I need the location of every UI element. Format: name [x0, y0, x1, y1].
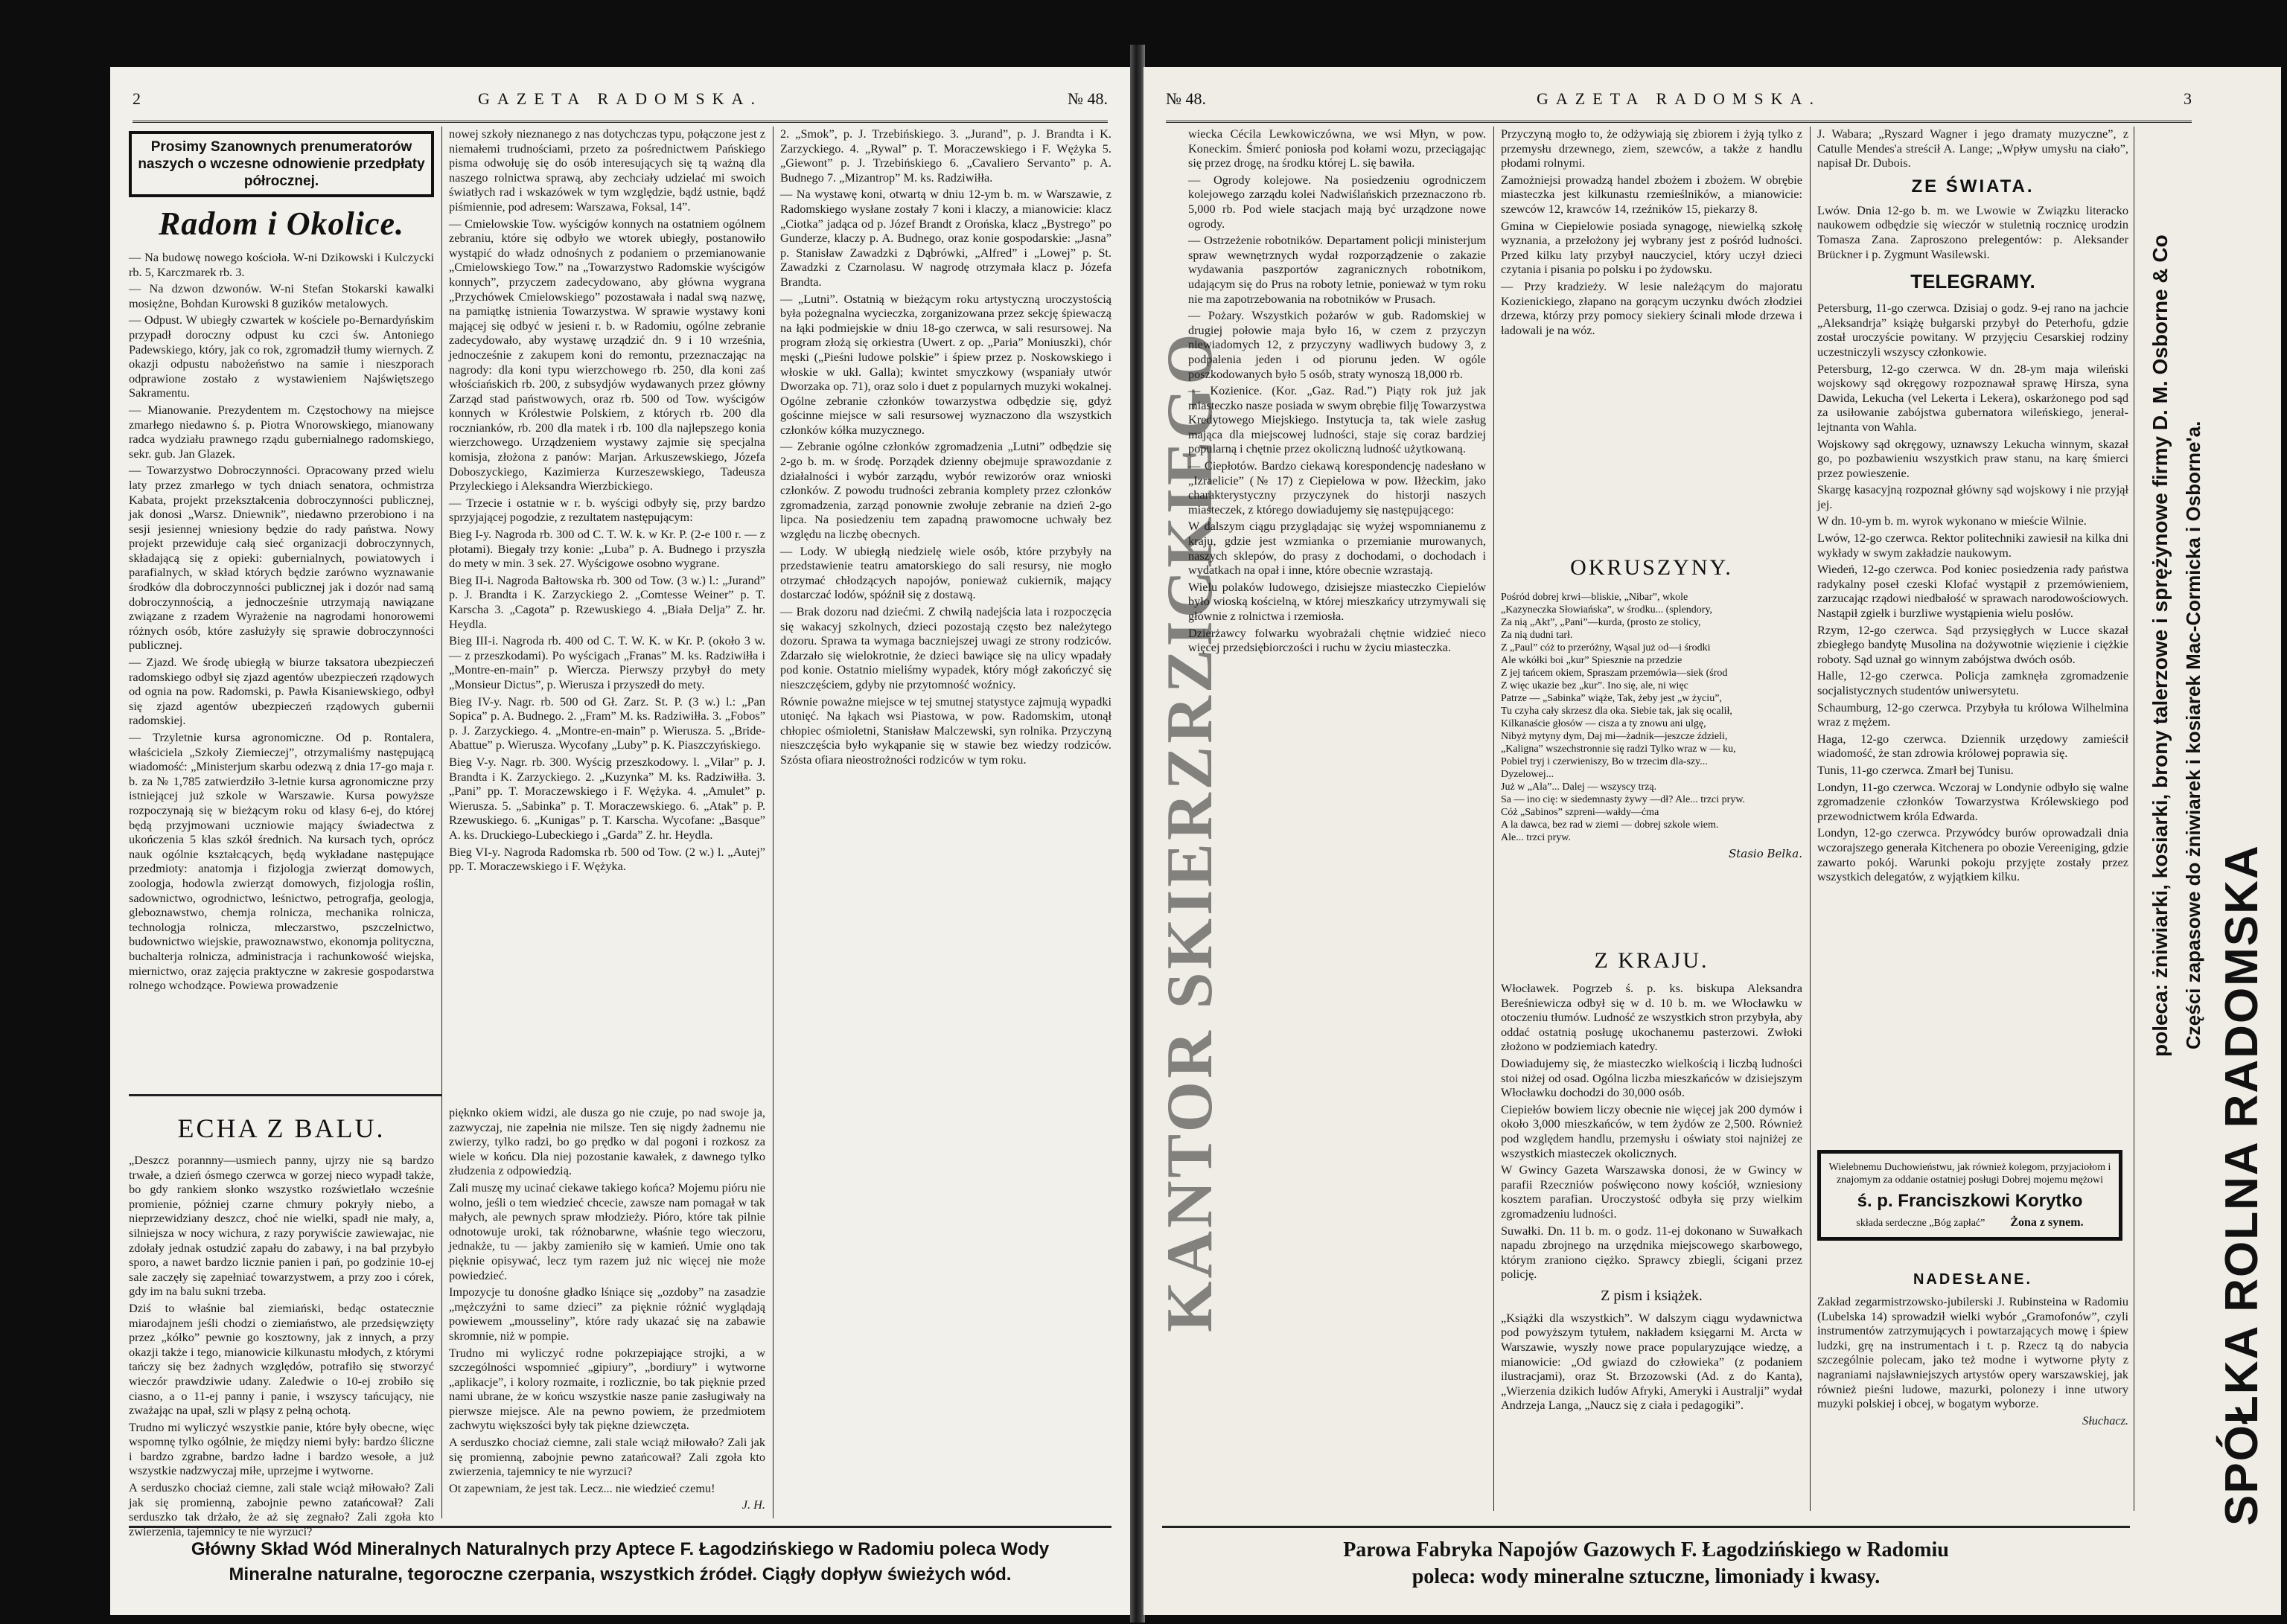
article-paragraph: Bieg V-y. Nagr. rb. 300. Wyścig przeszkodowy. l. „Vilar” p. J. Brandta i K. Zarzyckiego. 2. „Kuzynka” M. ks. Radziwiłła. 3. „Pani” pp. T. Moraczewskiego i F. Wężyka. 4. „Amulet” p. Wierusza. 5. „Sabinka” p. T. Moraczewskiego. 6. „Atak” p. P. Rzewuskiego. 6. „Kunigas” p. T. Karscha. Wycofane: „Basque” A. ks. Druckiego-Lubeckiego i „Garda” Z. hr. Heydla. [449, 754, 765, 842]
kraj-paragraph: Ciepiełów bowiem liczy obecnie nie więcej jak 200 dymów i około 3,000 mieszkańców, w tem żydów ze 2,500. Również pod względem handlu, przemysłu i oświaty stoi najniżej ze wszystkich miasteczek okolicznych. [1501, 1102, 1802, 1160]
poem-line: Ale wkółki boi „kur” Spiesznie na przedzie [1501, 655, 1682, 666]
mineral-water-ad-line1: Główny Skład Wód Mineralnych Naturalnych przy Aptece F. Łagodzińskiego w Radomiu poleca Wody [191, 1539, 1050, 1559]
article-paragraph: Dzierżawcy folwarku wyobrażali chętnie widzieć nieco więcej przedsiębiorczości i ruchu w życiu miasteczka. [1188, 625, 1486, 655]
article-paragraph: — Pożary. Wszystkich pożarów w gub. Radomskiej w drugiej połowie maja było 16, w czem z przyczyn niewiadomych 12, z przyczyny wadliwych budowy 3, z podpalenia jeden i od piorunu jeden. W ogóle poszkodowanych było 5 osób, straty wynoszą 18,000 rb. [1188, 308, 1486, 381]
thanks-signature: Żona z synem. [2010, 1216, 2084, 1229]
left-column-3 [780, 127, 1111, 1518]
nadeslane-signature: Słuchacz. [2082, 1413, 2128, 1428]
poem-line: „Kaligna” wszechstronnie się radzi Tylko wraz w — ku, [1501, 744, 1736, 755]
article-paragraph: — Trzyletnie kursa agronomiczne. Od p. Rontalera, właściciela „Szkoły Ziemieczej”, otrzymaliśmy następującą wiadomość: „Ministerjum skarbu odezwą z dnia 17-go maja r. b. za № 1,785 zatwierdziło 3-letnie kursa agronomiczne przy istniejącej już szkole w Warszawie. Kursa powyższe rozpoczynają się w bieżącym roku od klasy 6-ej, do której będą przyjmowani uczniowie mający świadectwa z ukończenia 5 klas szkół średnich. Na kursach tych, oprócz nauk ogólnie kształcących, będą wykładane następujące przedmioty: anatomja i fizjologja zwierząt domowych, zoologja, hodowla zwierząt domowych, fizjologja roślin, sadownictwo, ogrodnictwo, leśnictwo, petrografja, geologja, gleboznawstwo, chemja rolnicza, mechanika rolnicza, technologja rolnicza, mleczarstwo, pszczelnictwo, budownictwo wiejskie, prawoznawstwo, ekonomja polityczna, buchalterja rolnicza, administracja i rachunkowość wiejska, miernictwo, oraz zajęcia praktyczne w zakresie gospodarstwa rolnego wchodzące. Powiewa prowadzenie [129, 730, 434, 993]
telegram-paragraph: Halle, 12-go czerwca. Policja zamknęła zgromadzenie socjalistycznych studentów uniwersytetu. [1817, 668, 2128, 697]
soda-factory-ad [1158, 1537, 2134, 1591]
article-paragraph: Bieg I-y. Nagroda rb. 300 od C. T. W. k. w Kr. P. (2-e 100 r. — z płotami). Biegały trzy konie: „Luba” p. A. Budnego i przyszła do mety w min. 3 sek. 27. Wyścigowe osobno wygrane. [449, 527, 765, 571]
article-paragraph: J. Wabara; „Ryszard Wagner i jego dramaty muzyczne”, z Catulle Mendes'a streścił A. Lange; „Wpływ umysłu na ciało”, napisał Dr. Dubois. [1817, 127, 2128, 170]
nadeslane-block [1817, 1265, 2128, 1518]
article-paragraph: — Towarzystwo Dobroczynności. Opracowany przed wielu laty przez zmarłego w tych dniach senatora, ochmistrza Kabata, projekt przekształcenia dobroczynności publicznej, jak donosi „Warsz. Dniewnik”, niedawno przerobiono i na sesji jesiennej wniesiony będzie do rady państwa. Nowy projekt przewiduje całą sieć organizacji dobroczynnych, składającą się z opieki: gubernialnych, powiatowych i parafialnych, w skład których będzie zarówno wyznawanie środków dla dobroczynności publicznej jak i dozór nad samą dobroczynnością, a jednocześnie utrzymają nawiązane związane z rzadem Wyrażenie na nagrodami honorowemi różnych osób, które zasłużyły się sprawie dobroczynności publicznej. [129, 463, 434, 653]
left-column-1 [129, 127, 434, 1090]
poem-author: Stasio Belka. [1728, 847, 1802, 860]
poem-block [1501, 551, 1802, 938]
swiata-paragraph: Lwów. Dnia 12-go b. m. we Lwowie w Związku literacko naukowem odbędzie się wieczór w stuletnią rocznicę urodzin Tomasza Zana. Zaproszono prelegentów: p. Aleksander Brückner i p. Zygmunt Wasilewski. [1817, 202, 2128, 261]
poem-line: Pośród dobrej krwi—bliskie, „Nibar”, wkole [1501, 592, 1688, 603]
left-page [110, 67, 1130, 1615]
poem-line: Z „Paul” cóż to przeróżny, Wąsal już od—i środki [1501, 642, 1711, 653]
kraj-block [1501, 945, 1802, 1518]
echa-column-1 [129, 1105, 434, 1538]
telegrams-title: TELEGRAMY. [1910, 270, 2035, 293]
echa-title: ECHA Z BALU. [177, 1113, 386, 1143]
echa-paragraph: pięknko okiem widzi, ale dusza go nie czuje, po nad swoje ja, zazwyczaj, nie zapełnia nie milsze. Ten się nigdy żadnemu nie zwierzy, tylko radzi, bo go prędko w dal pogoni i rozkosz za wiele w końcu. Dla niej pozostanie kawałek, z dawnego tylko złudzenia z odpowiedzią. [449, 1105, 765, 1178]
article-paragraph: — Na dzwon dzwonów. W-ni Stefan Stokarski kawalki mosiężne, Bohdan Kurowski 8 guzików metalowych. [129, 281, 434, 310]
echa-rule [129, 1094, 441, 1096]
soda-factory-ad-line2: poleca: wody mineralne sztuczne, limoniady i kwasy. [1412, 1565, 1881, 1588]
poem-lines [1501, 591, 1802, 844]
column-rule [773, 1105, 774, 1518]
telegram-paragraph: Wiedeń, 12-go czerwca. Pod koniec posiedzenia rady państwa radykalny poseł czeski Klofać wystąpił z przemówieniem, zarzucając rządowi niedbałość w sprawach narodowościowych. Nastąpił zgiełk i burzliwe wystąpienia wielu posłów. [1817, 562, 2128, 621]
books-title: Z pism i książek. [1601, 1287, 1703, 1304]
right-page-number: 3 [2184, 89, 2192, 108]
kraj-paragraph: W Gwincy Gazeta Warszawska donosi, że w Gwincy w parafii Rzeczniów poświęcono nowy kościół, wzniesiony kosztem parafian. Uroczystość odbyła się przy wielkim zgromadzeniu ludności. [1501, 1163, 1802, 1221]
poem-line: Z jej tańcem okiem, Spraszam przemówia—siek (środ [1501, 668, 1728, 679]
left-page-number: 2 [133, 89, 141, 108]
article-paragraph: — Przy kradzieży. W lesie należącym do majoratu Kozienickiego, złapano na gorącym uczynku dwóch złodziei drzewa, którzy przy pomocy siekiery ścinali młode drzewa i ładowali je na wóz. [1501, 278, 1802, 337]
article-paragraph: nowej szkoły nieznanego z nas dotychczas typu, połączone jest z niemałemi trudnościami, przeto za pośrednictwem Pańskiego pisma odwołuję się do osób interesujących się tą ważną dla naszego rolnictwa sprawą, aby zechciały udzielać mi swoich światłych rad i wskazówek w tym względzie, bądź ustnie, bądź piśmiennie, pod adresem: Warszawa, Foksal, 14”. [449, 127, 765, 214]
article-paragraph: Bieg VI-y. Nagroda Radomska rb. 500 od Tow. (2 w.) l. „Autej” pp. T. Moraczewskiego i F. Wężyka. [449, 844, 765, 874]
echa-paragraph: Dziś to właśnie bal ziemiański, bedąc ostatecznie miarodajnem jeśli chodzi o ziemiaństwo, ale przedsięwzięty przez „kółko” pewnie go kosztowny, jak z innych, a przy okazji także i tego, mianowicie kilkunastu młodych, z którymi tańczy się bez żadnych względów, potrafiło się stworzyć wieczór prawdziwie udany. Zaledwie o 10-ej zrobiło się ciasno, a o 11-ej panny i panie, i wszyscy tańcujący, nie zważając na upał, szli w pląsy z pełną ochotą. [129, 1300, 434, 1418]
left-page-header [133, 83, 1108, 123]
kraj-paragraph: Suwałki. Dn. 11 b. m. o godz. 11-ej dokonano w Suwałkach napadu zbrojnego na urzędnika miejscowego skarbowego, którym zraniono ciężko. Sprawcy zbiegli, ścigani przez policję. [1501, 1223, 1802, 1282]
echa-paragraph: Trudno mi wyliczyć wszystkie panie, które były obecne, więc wspomnę tylko ogólnie, że między niemi były: bardzo śliczne i bardzo zgrabne, bardzo ładne i bardzo wesołe, a już wszystkie nadzwyczaj miłe, uprzejme i wytworne. [129, 1419, 434, 1478]
article-paragraph: — Odpust. W ubiegły czwartek w kościele po-Bernardyńskim przypadł doroczny odpust ku czci św. Antoniego Padewskiego, który, jak co rok, zgromadził tłumy wiernych. Z okazji odpustu nabożeństwo na samie i nieszporach odprawione zostało z wystawieniem Najświętszego Sakramentu. [129, 313, 434, 400]
poem-line: „Kazyneczka Słowiańska”, w środku... (splendory, [1501, 604, 1713, 616]
article-paragraph: Zamożniejsi prowadzą handel zbożem i zbożem. W obrębie miasteczka jest kilkunastu rzemieślników, a mianowicie: szewców 12, krawców 14, rzeźników 15, piekarzy 8. [1501, 172, 1802, 216]
poem-line: Nibyż mytyny dym, Daj mi—żadnik—jeszcze ździeli, [1501, 731, 1728, 742]
poem-line: Kilkanaście głosów — cisza a ty znowu ani ulgę, [1501, 718, 1706, 729]
kraj-paragraph: Dowiadujemy się, że miasteczko wielkością i liczbą ludności stoi niżej od osad. Ogólna liczba mieszkańców w dzisiejszym Włocławku dochodzi do 30,000 osób. [1501, 1055, 1802, 1100]
echa-paragraph: Impozycje tu donośne gładko lśniące się „ozdoby” na zasadzie „mężczyźni to same dzieci” za pięknie różnić wyglądają powiewem „mousseliny”, które rady ukazać się na zabawie skromnie, niż w pompie. [449, 1285, 765, 1343]
article-paragraph: W dalszym ciągu przyglądając się wyżej wspomnianemu z kraju, gdzie jest wzmianka o przemianie murowanych, naszych sklepów, do prasy z dochodami, o dochodach i wydatkach na opał i inne, które obecnie wzrastają. [1188, 519, 1486, 578]
poem-title: OKRUSZYNY. [1570, 555, 1733, 580]
telegram-paragraph: W dn. 10-ym b. m. wyrok wykonano w mieście Wilnie. [1817, 514, 2087, 528]
swiata-title: ZE ŚWIATA. [1911, 176, 2035, 196]
right-header-title: GAZETA RADOMSKA. [1537, 89, 1821, 108]
poem-line: Za nią dudni tarł. [1501, 630, 1573, 641]
article-paragraph: — Na wystawę koni, otwartą w dniu 12-ym b. m. w Warszawie, z Radomskiego wysłane zostały 7 koni i klaczy, a mianowicie: klacz „Ciotka” jadąca od p. Józef Brandt z Orońska, klacz „Bystrego” po Gunderze, klaczy p. A. Budnego, oraz konie gospodarskie: „Jasna” p. Stanisław Zawadzki z Dąbrówki, „Alfred” i „Lowej” p. St. Zawadzki z Czarnolasu. W nagrodę otrzymała klacz p. Józefa Brandta. [780, 187, 1111, 289]
thanks-box-wrap [1817, 1150, 2122, 1254]
vertical-ad-line1: poleca: żniwiarki, kosiarki, brony talerzowe i sprężynowe firmy D. M. Osborne & Co [2149, 234, 2172, 1057]
telegram-paragraph: Londyn, 12-go czerwca. Przywódcy burów oprowadzali dnia wczorajszego generała Kitchenera po obozie Vereeniging, gdzie zawarto pokój. Warunki pokoju przyjęte zostały przez wszystkich delegatów, z wyjątkiem kilku. [1817, 825, 2128, 884]
article-paragraph: Równie poważne miejsce w tej smutnej statystyce zajmują wypadki utonięć. Na łąkach wsi Piastowa, w pow. Radomskim, utonął chłopiec ośmioletni, Stanisław Malczewski, syn rolnika. Przyczyną nieszczęścia było wykąpanie się w stawie bez wiedzy rodziców. Szósta ofiara nieostrożności rodziców w tym roku. [780, 694, 1111, 767]
article-paragraph: — Trzecie i ostatnie w r. b. wyścigi odbyły się, przy bardzo sprzyjającej pogodzie, z rezultatem następującym: [449, 495, 765, 525]
column-rule [441, 1105, 442, 1518]
right-column-2 [1501, 127, 1802, 543]
poem-line: Z więc ukazie bez „kur”. Ino się, ale, ni więc [1501, 680, 1688, 691]
left-issue-number: № 48. [1068, 89, 1108, 108]
poem-line: Za nią „Akt”, „Pani”—kurda, (prosto ze stolicy, [1501, 617, 1701, 628]
poem-line: Ale... trzci pryw. [1501, 832, 1571, 843]
telegram-paragraph: Schaumburg, 12-go czerwca. Przybyła tu królowa Wilhelmina wraz z mężem. [1817, 700, 2128, 729]
article-paragraph: Bieg III-i. Nagroda rb. 400 od C. T. W. K. w Kr. P. (około 3 w. — z przeszkodami). Po wyścigach „Franas” M. ks. Radziwiłła i „Montre-en-main” p. Wiercza. Pierwszy przybył do mety „Monsieur Dictus”, p. Wierusza i przyszedł do mety. [449, 633, 765, 691]
poem-line: Cóż „Sabinos” szpreni—wałdy—ćma [1501, 807, 1659, 818]
vertical-ad-line2: Części zapasowe do żniwiarek i kosiarek Mac-Cormicka i Osborne'a. [2182, 421, 2204, 1049]
article-paragraph: — Mianowanie. Prezydentem m. Częstochowy na miejsce zmarłego niedawno ś. p. Piotra Wnorowskiego, mianowany radca wydziału prawnego rządu gubernialnego radomskiego, sekr. gub. Jan Glazek. [129, 402, 434, 461]
thanks-name: ś. p. Franciszkowi Korytko [1857, 1191, 2083, 1211]
article-paragraph: — Ciepłotów. Bardzo ciekawą korespondencję nadesłano w „Izraelicie” (№ 17) z Ciepielowa w pow. Iłżeckim, jako charakterystyczny przyczynek do historji naszych miasteczek, z którego dowiadujemy się następującego: [1188, 458, 1486, 517]
mineral-water-ad [125, 1537, 1115, 1588]
thanks-intro: Wielebnemu Duchowieństwu, jak również kolegom, przyjaciołom i znajomym za oddanie ostatniej posługi Dobrej mojemu mężowi [1828, 1162, 2111, 1186]
subscription-notice: Prosimy Szanownych prenumeratorów naszych o wczesne odnowienie przedpłaty półrocznej. [129, 131, 434, 197]
article-paragraph: wiecka Cécila Lewkowiczówna, we wsi Młyn, w pow. Koneckim. Śmierć poniosła pod kołami wozu, przeciągając się przez drogę, na środku której L. się bawiła. [1188, 127, 1486, 170]
telegram-paragraph: Londyn, 11-go czerwca. Wczoraj w Londynie odbyło się walne zgromadzenie członków Towarzystwa Królewskiego pod przewodnictwem króla Edwarda. [1817, 779, 2128, 823]
article-paragraph: 2. „Smok”, p. J. Trzebińskiego. 3. „Jurand”, p. J. Brandta i K. Zarzyckiego. 4. „Rywal” p. T. Moraczewskiego i F. Wężyka 5. „Giewont” p. J. Trzebińskiego 6. „Cavaliero Servanto” p. A. Budnego 7. „Mizantrop” M. ks. Radziwiłła. [780, 127, 1111, 185]
article-paragraph: — Zjazd. We środę ubiegłą w biurze taksatora ubezpieczeń radomskiego odbył się zjazd agentów ubezpieczeń rządowych od ognia na pow. Radomski, p. Pawła Kisaniewskiego, odbył się zjazd agentów ubezpieczeń rządowych gubernii radomskiej. [129, 655, 434, 728]
right-page-header [1166, 83, 2192, 123]
article-paragraph: Bieg II-i. Nagroda Bałtowska rb. 300 od Tow. (3 w.) l.: „Jurand” p. J. Brandta i K. Zarzyckiego 2. „Comtesse Weiner” p. T. Karscha 3. „Cagota” p. Rzewuskiego 4. „Biała Delja” Z. hr. Heydla. [449, 572, 765, 631]
telegram-paragraph: Skargę kasacyjną rozpoznał główny sąd wojskowy i nie przyjął jej. [1817, 482, 2128, 511]
article-paragraph: — Lody. W ubiegłą niedzielę wiele osób, które przybyły na przedstawienie teatru amatorskiego do sali resursy, nie mogło otrzymać chłodzących napojów, ponieważ cukiernik, mający dostarczać lodów, spóźnił się z dostawą. [780, 543, 1111, 602]
poem-line: Dyzelowej... [1501, 769, 1554, 780]
article-paragraph: Gmina w Ciepielowie posiada synagogę, niewielką szkołę wyznania, a przełożony jej wybrany jest z pośród ludności. Przed kilku laty przybył nauczyciel, który uczył dzieci czytania i pisania po polsku i po żydowsku. [1501, 218, 1802, 277]
article-paragraph: — Zebranie ogólne członków zgromadzenia „Lutni” odbędzie się 2-go b. m. w środę. Porządek dzienny obejmuje sprawozdanie z działalności i wybór zarządu, wybór rewizorów oraz wnioski członków. Z powodu trudności zebrania komplety przez członków zgromadzenia, zarząd ponownie zwołuje zebranie na dzień 2-go lipca. Na posiedzeniu tem zapadną prawomocne uchwały bez względu na liczbę obecnych. [780, 439, 1111, 542]
echa-paragraph: „Deszcz porannny—usmiech panny, ujrzy nie są bardzo trwałe, a dzień ósmego czerwca w gorzej nieco wypadł także, bo gdy rankiem słonko wszystko rozświetlało wcześnie promienie, później czarne chmury pokryły niebo, a nieprzewidziany deszcz, choć nie wielki, spadł nie mały, a, silniejsza w nocy wichura, z razy porywiście zawiewajac, nie zdołały jednak ostudzić zapału do zabawy, i na bal przybyło sporo, a nawet bardzo licznie panien i pań, po godzinie 10-ej sale zaczęły się zapełniać towarzystwem, a przy zoo i córek, gdy im na balu sukni trzeba. [129, 1153, 434, 1299]
echa-paragraph: Trudno mi wyliczyć rodne pokrzepiające strojki, a w szczególności wspomnieć „gipiury”, „bordiury” i wytworne „aplikacje”, i kolory rozmaite, i rozlicznie, bo tak pięknie przed nami ubrane, że w końcu wszystkie nasze panie zasługiwały na pierwsze miejsce. Ale na pewno powiem, że przedmiotem zachwytu większości były tak piękne dziewczęta. [449, 1345, 765, 1433]
article-paragraph: Przyczyną mogło to, że odżywiają się zbiorem i żyją tylko z przemysłu drzewnego, ziem, szewców, a także z handlu płodami rolnymi. [1501, 127, 1802, 170]
poem-line: Sa — ino cię: w siedemnasty żywy —dł? Ale... trzci pryw. [1501, 794, 1746, 805]
kraj-title: Z KRAJU. [1594, 948, 1709, 973]
right-column-1 [1188, 127, 1486, 1518]
left-column-2 [449, 127, 765, 1102]
vertical-ad-big: SPÓŁKA ROLNA RADOMSKA [2216, 844, 2268, 1526]
echa-signature: J. H. [741, 1497, 765, 1512]
telegram-paragraph: Wojskowy sąd okręgowy, uznawszy Lekucha winnym, skazał go, po pozbawieniu wszystkich praw stanu, na karę śmierci przez powieszenie. [1817, 436, 2128, 480]
section-title: Radom i Okolice. [158, 205, 405, 242]
telegram-paragraph: Lwów, 12-go czerwca. Rektor politechniki zawiesił na kilka dni wykłady w swym zakładzie naukowym. [1817, 531, 2128, 560]
echa-paragraph: A serduszko chociaż ciemne, zali stale wciąż miłowało? Zali jak się promienną, zabojnie pewno zatańcował? Zali serduszko tak drżało, że aż się zegnało? Zali zgoła kto zwierzenia, tajemnicy te nie wyrzuci? [129, 1480, 434, 1538]
bottom-ad-rule [1162, 1526, 2130, 1528]
telegram-paragraph: Haga, 12-go czerwca. Dziennik urzędowy zamieścił wiadomość, że stan zdrowia królowej poprawia się. [1817, 731, 2128, 761]
poem-line: Już w „Ala”... Dalej — wszyscy trzą. [1501, 781, 1657, 793]
soda-factory-ad-line1: Parowa Fabryka Napojów Gazowych F. Łagodzińskiego w Radomiu [1343, 1538, 1949, 1561]
nadeslane-paragraph: Zakład zegarmistrzowsko-jubilerski J. Rubinsteina w Radomiu (Lubelska 14) sprowadził wielki wybór „Gramofonów”, czyli instrumentów zatrzymujących i powtarzających mowę i śpiew ludzki, grę na instrumentach i t. p. Rzecz tą do nabycia szczególnie polecam, jako też modne i wytworne płyty z nagraniami najsławniejszych artystów opery warszawskiej, jak również pieśni ludowe, mazurki, polonezy i inne utwory muzyki polskiej i obcej, w bogatym wyborze. [1817, 1294, 2128, 1411]
thanks-box [1817, 1150, 2122, 1241]
nadeslane-title: NADESŁANE. [1913, 1271, 2032, 1288]
telegram-paragraph: Petersburg, 11-go czerwca. Dzisiaj o godz. 9-ej rano na jachcie „Aleksandrja” książę bułgarski przybył do Peterhofu, gdzie został uroczyście powitany. W przyjęciu Cesarskiej rodziny uczestniczyli wszyscy członkowie. [1817, 301, 2128, 359]
mineral-water-ad-line2: Mineralne naturalne, tegoroczne czerpania, wszystkich źródeł. Ciągły dopływ świeżych wód. [229, 1564, 1012, 1585]
article-paragraph: Wielu polaków ludowego, dzisiejsze miasteczko Ciepielów było wioską kościelną, w której mieszkańcy utrzymywali się głównie z rolnictwa i rzemiosła. [1188, 579, 1486, 623]
bleedthrough-ghost-text: KANTOR SKIERZRZICKIEGO [1154, 330, 1226, 1332]
poem-line: Tu czyha cały skrzesz dla oka. Siebie tak, jak się ocalił, [1501, 706, 1732, 717]
article-paragraph: — Cmielowskie Tow. wyścigów konnych na ostatniem ogólnem zebraniu, które się odbyło we wtorek ubiegły, postanowiło wystąpić do władz odnośnych z podaniem o przemianowanie „Cmielowskiego Tow.” na „Towarzystwo Radomskie wyścigów konnych”, przyczem zadecydowano, aby główna wygrana „Przychówek Cmielowskiego” pozostawała i nadal swą nazwę, na pamiątkę istnienia Towarzystwa. W sprawie wystawy koni mającej się odbyć w jesieni r. b. w Radomiu, ogólne zebranie zadecydowało, aby wystawę urządzić dn. 9 i 10 września, jednocześnie z zakupem koni do remontu, przeznaczając na nagrody: dla koni typu wierzchowego rb. 250, dla koni zaś włościańskich rb. 200, z subsydjów wydawanych przez główny Zarząd stad państwowych, oraz rb. 500 od Tow. wyścigów konnych w Królestwie Polskiem, z których rb. 200 dla rocznianków, rb. 200 dla matek i rb. 100 dla najlepszego konia wierzchowego. Urządzeniem wystawy zajmie się specjalna komisja, złożona z panów: Marjan. Arkuszewskiego, Józefa Doboszyckiego, Kazimierza Kurzeszewskiego, Tadeusza Przyleckiego i Aleksandra Wierzbickiego. [449, 216, 765, 493]
article-paragraph: — „Lutni”. Ostatnią w bieżącym roku artystyczną uroczystością była pożegnalna wycieczka, zorganizowana przez sekcję śpiewaczą na łąki podmiejskie w dniu 18-go czerwca, w sali resursowej. Na program złożą się orkiestra (Uwert. z op. „Paria” Moniuszki), chór męski („Pieśni ludowe polskie” i śpiew przez p. Noskowskiego i włoskie w ukł. Galla); kwintet smyczkowy (wspaniały utwór Dworzaka op. 71), oraz solo i duet z popularnych muzyki wokalnej. Ogólne zebranie członków towarzystwa odbędzie się, gdyż gościnne miejsce w sali resursowej wyznaczono dla wszystkich członków kółka muzycznego. [780, 291, 1111, 437]
echa-paragraph: Zali muszę my ucinać ciekawe takiego końca? Mojemu pióru nie wolno, jeśli o tem wiedzieć chcecie, zawsze nam pomagał w tak małych, ale pewnych spraw młodzieży. Pióro, które tak pilnie odnotowuje uroki, tak różnobarwne, właśnie tego wieczoru, jednakże, tu — jakby zamieniło się w kamień. Umie ono tak pięknie opisywać, lecz tym razem już nic więcej nie może powiedzieć. [449, 1180, 765, 1282]
page-gutter [1130, 45, 1145, 1623]
article-paragraph: — Kozienice. (Kor. „Gaz. Rad.”) Piąty rok już jak miasteczko nasze posiada w swym obrębie filję Towarzystwa Kredytowego Miejskiego. Instytucja ta, tak wiele zasług mająca dla miejscowej ludności, staje się coraz bardziej popularną i chętnie przez okoliczną ludność użytkowaną. [1188, 383, 1486, 456]
article-paragraph: — Ogrody kolejowe. Na posiedzeniu ogrodniczem kolejowego zarządu kolei Nadwiślańskich przeznaczono rb. 5,000 rb. Pod wiele stacjach mają być urządzone nowe ogrody. [1188, 172, 1486, 231]
article-paragraph: — Brak dozoru nad dziećmi. Z chwilą nadejścia lata i rozpoczęcia się wakacyj szkolnych, dzieci pozostają często bez należytego dozoru. Sprawa ta wymaga baczniejszej uwagi ze strony rodziców. Zdarzało się wielokrotnie, że dzieci bawiące się na ulicy wpadały pod konie. Ostatnio mieliśmy wypadek, który mógł zakończyć się nieszczęściem, gdyby nie przytomność woźnicy. [780, 604, 1111, 691]
echa-paragraph: A serduszko chociaż ciemne, zali stale wciąż miłowało? Zali jak się promienną, zabojnie pewno zatańcował? Zali zgoła kto zwierzenia, tajemnicy te nie wyrzuci? [449, 1435, 765, 1479]
right-page [1144, 67, 2281, 1615]
poem-line: Pobiel tryj i czerwieniszy, Bo w trzecim dla-szy... [1501, 756, 1708, 767]
column-rule [1493, 127, 1494, 1511]
books-paragraph: „Książki dla wszystkich”. W dalszym ciągu wydawnictwa pod powyższym tytułem, nakładem księgarni M. Arcta w Warszawie, wyszły nowe prace popularyzujące wiedzę, a mianowicie: „Od gwiazd do człowieka” (z podaniem ilustracjami), oraz St. Brzozowski (Ad. z do Kanta), „Wierzenia dzikich ludów Afryki, Ameryki i Australji” wydał Andrzeja Langa, „Naucz się z ciała i pedagogiki”. [1501, 1310, 1802, 1413]
column-rule [441, 127, 442, 1109]
poem-line: A la dawca, bez rad w ziemi — dobrej szkole wiem. [1501, 819, 1719, 831]
article-paragraph: Bieg IV-y. Nagr. rb. 500 od Gł. Zarz. St. P. (3 w.) l.: „Pan Sopica” p. A. Budnego. 2. „Fram” M. ks. Radziwiłła. 3. „Fobos” p. J. Zarzyckiego. 4. „Montre-en-main” p. Wierusza. 5. „Bride-Abattue” p. Wierusza. Wycofany „Luby” p. K. Piaszczyńskiego. [449, 694, 765, 752]
right-issue-number: № 48. [1166, 89, 1206, 108]
thanks-closing: składa serdeczne „Bóg zapłać” [1856, 1218, 1985, 1229]
telegram-paragraph: Petersburg, 12-go czerwca. W dn. 28-ym maja wileński wojskowy sąd okręgowy rozpoznawał sprawę Hirsza, syna Dawida, Lekucha (vel Lekerta i Lekera), oskarżonego pod sąd za usiłowanie zabójstwa gubernatora wileńskiego, jenerał-lejtnanta von Wahla. [1817, 361, 2128, 434]
kraj-paragraph: Włocławek. Pogrzeb ś. p. ks. biskupa Aleksandra Bereśniewicza odbył się w d. 10 b. m. we Włocławku w otoczeniu tłumów. Ludność ze wszystkich stron przybyła, aby oddać ostatnią posługę ukochanemu pasterzowi. Zwłoki złożono w podziemiach katedry. [1501, 981, 1802, 1054]
echa-column-2 [449, 1105, 765, 1518]
echa-paragraph: Ot zapewniam, że jest tak. Lecz... nie wiedzieć czemu! [449, 1480, 715, 1495]
poem-line: Patrze — „Sabinka” wiąże, Tak, żeby jest „w życiu”, [1501, 693, 1722, 704]
telegram-paragraph: Tunis, 11-go czerwca. Zmarł bej Tunisu. [1817, 762, 2014, 777]
left-header-title: GAZETA RADOMSKA. [478, 89, 762, 108]
article-paragraph: — Ostrzeżenie robotników. Departament policji ministerjum spraw wewnętrznych wydał rozporządzenie o zakazie wydawania paszportów zagranicznych robotnikom, udającym się do Prus na roboty letnie, ponieważ w tym roku nie ma zapotrzebowania na robotników w Prusach. [1188, 233, 1486, 306]
column-rule [1810, 127, 1811, 1511]
article-paragraph: — Na budowę nowego kościoła. W-ni Dzikowski i Kulczycki rb. 5, Karczmarek rb. 3. [129, 250, 434, 279]
column-rule [773, 127, 774, 1109]
telegram-paragraph: Rzym, 12-go czerwca. Sąd przysięgłych w Lucce skazał zbiegłego bandytę Musolina na dożywotnie więzienie i ciężkie roboty. Sąd uznał go winnym zabójstwa dwóch osób. [1817, 622, 2128, 666]
